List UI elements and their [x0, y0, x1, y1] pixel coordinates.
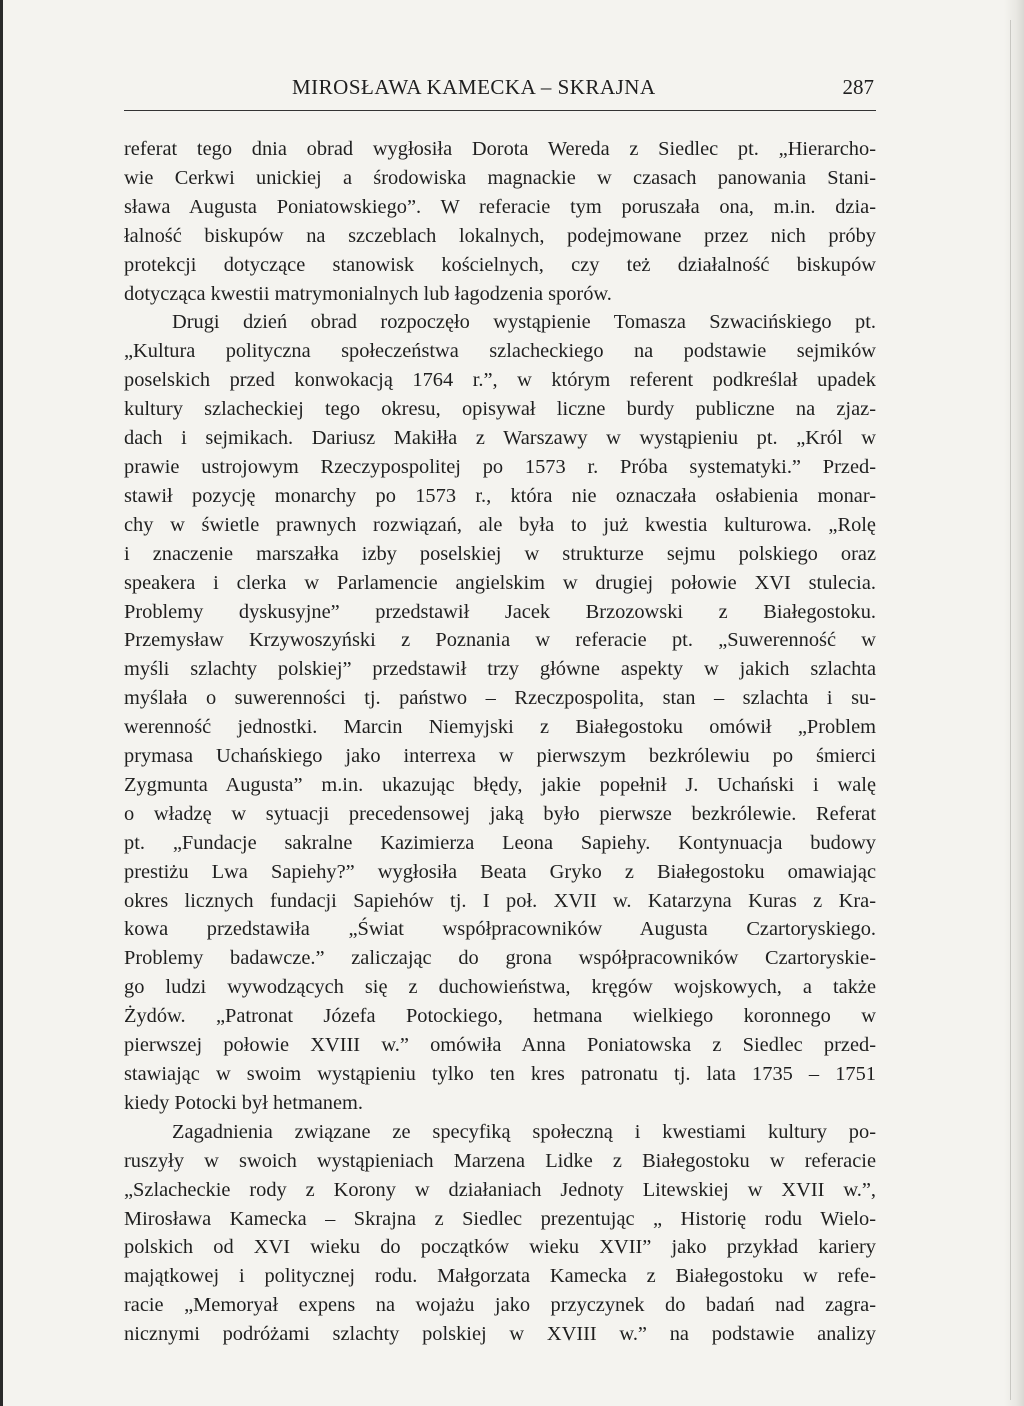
text-line: polskich od XVI wieku do początków wieku XVII” jako przykład kariery — [124, 1236, 876, 1259]
text-line: ruszyły w swoich wystąpieniach Marzena Lidke z Białegostoku w referacie — [124, 1149, 876, 1172]
scan-edge-right — [1004, 0, 1024, 1406]
text-line: kultury szlacheckiej tego okresu, opisywał liczne burdy publiczne na zjaz- — [124, 398, 876, 421]
text-line: speakera i clerka w Parlamencie angielskim w drugiej połowie XVI stulecia. — [124, 571, 876, 594]
text-line: pierwszej połowie XVIII w.” omówiła Anna Poniatowska z Siedlec przed- — [124, 1034, 876, 1057]
text-line: Mirosława Kamecka – Skrajna z Siedlec prezentując „ Historię rodu Wielo- — [124, 1207, 876, 1230]
text-line: Zagadnienia związane ze specyfiką społeczną i kwestiami kultury po- — [172, 1120, 876, 1143]
text-line: łalność biskupów na szczeblach lokalnych, podejmowane przez nich próby — [124, 224, 876, 247]
text-line: protekcji dotyczące stanowisk kościelnych, czy też działalność biskupów — [124, 253, 876, 276]
text-line: poselskich przed konwokacją 1764 r.”, w którym referent podkreślał upadek — [124, 369, 876, 392]
text-line: stawił pozycję monarchy po 1573 r., która nie oznaczała osłabienia monar- — [124, 484, 876, 507]
text-line: dotycząca kwestii matrymonialnych lub łagodzenia sporów. — [124, 282, 612, 305]
text-line: i znaczenie marszałka izby poselskiej w strukturze sejmu polskiego oraz — [124, 542, 876, 565]
text-line: pt. „Fundacje sakralne Kazimierza Leona Sapiehy. Kontynuacja budowy — [124, 831, 876, 854]
text-line: kowa przedstawiła „Świat współpracowników Augusta Czartoryskiego. — [124, 918, 876, 941]
text-line: dach i sejmikach. Dariusz Makiłła z Warszawy w wystąpieniu pt. „Król w — [124, 427, 876, 450]
text-line: nicznymi podróżami szlachty polskiej w XVIII w.” na podstawie analizy — [124, 1323, 876, 1346]
text-line: Problemy dyskusyjne” przedstawił Jacek Brzozowski z Białegostoku. — [124, 600, 876, 623]
text-line: Drugi dzień obrad rozpoczęło wystąpienie Tomasza Szwacińskiego pt. — [172, 311, 876, 334]
text-line: werenność jednostki. Marcin Niemyjski z Białegostoku omówił „Problem — [124, 716, 876, 739]
text-line: prawie ustrojowym Rzeczypospolitej po 1573 r. Próba systematyki.” Przed- — [124, 455, 876, 478]
text-line: majątkowej i politycznej rodu. Małgorzata Kamecka z Białegostoku w refe- — [124, 1265, 876, 1288]
text-line: racie „Memoryał expens na wojażu jako przyczynek do badań nad zagra- — [124, 1294, 876, 1317]
text-line: referat tego dnia obrad wygłosiła Dorota Wereda z Siedlec pt. „Hierarcho- — [124, 138, 876, 160]
text-line: „Szlacheckie rody z Korony w działaniach Jednoty Litewskiej w XVII w.”, — [124, 1178, 876, 1201]
text-line: go ludzi wywodzących się z duchowieństwa, kręgów wojskowych, a także — [124, 976, 876, 999]
page-number: 287 — [842, 75, 874, 99]
running-title: MIROSŁAWA KAMECKA – SKRAJNA — [292, 75, 656, 99]
text-line: myśli szlachty polskiej” przedstawił trzy główne aspekty w jakich szlachta — [124, 658, 876, 681]
body-text — [124, 135, 876, 1349]
text-line: wie Cerkwi unickiej a środowiska magnackie w czasach panowania Stani- — [124, 166, 876, 189]
text-line: myślała o suwerenności tj. państwo – Rzeczpospolita, stan – szlachta i su- — [124, 687, 876, 710]
text-line: kiedy Potocki był hetmanem. — [124, 1091, 363, 1114]
text-line: Zygmunta Augusta” m.in. ukazując błędy, jakie popełnił J. Uchański i walę — [124, 773, 876, 796]
text-line: prymasa Uchańskiego jako interrexa w pierwszym bezkrólewiu po śmierci — [124, 745, 876, 768]
text-line: stawiając w swoim wystąpieniu tylko ten kres patronatu tj. lata 1735 – 1751 — [124, 1063, 876, 1085]
text-line: okres licznych fundacji Sapiehów tj. I poł. XVII w. Katarzyna Kuras z Kra- — [124, 889, 876, 912]
text-line: chy w świetle prawnych rozwiązań, ale była to już kwestia kulturowa. „Rolę — [124, 513, 876, 536]
book-page — [124, 70, 876, 1349]
text-line: Przemysław Krzywoszyński z Poznania w referacie pt. „Suwerenność w — [124, 629, 876, 652]
text-line: sława Augusta Poniatowskiego”. W referacie tym poruszała ona, m.in. dzia- — [124, 195, 876, 218]
text-line: „Kultura polityczna społeczeństwa szlacheckiego na podstawie sejmików — [124, 340, 876, 363]
text-line: prestiżu Lwa Sapiehy?” wygłosiła Beata Gryko z Białegostoku omawiając — [124, 860, 876, 883]
text-line: o władzę w sytuacji precedensowej jaką było pierwsze bezkrólewie. Referat — [124, 802, 876, 825]
scan-edge-left — [0, 0, 3, 1406]
text-line: Żydów. „Patronat Józefa Potockiego, hetmana wielkiego koronnego w — [124, 1005, 876, 1028]
text-line: Problemy badawcze.” zaliczając do grona współpracowników Czartoryskie- — [124, 947, 876, 970]
running-header — [124, 70, 876, 111]
